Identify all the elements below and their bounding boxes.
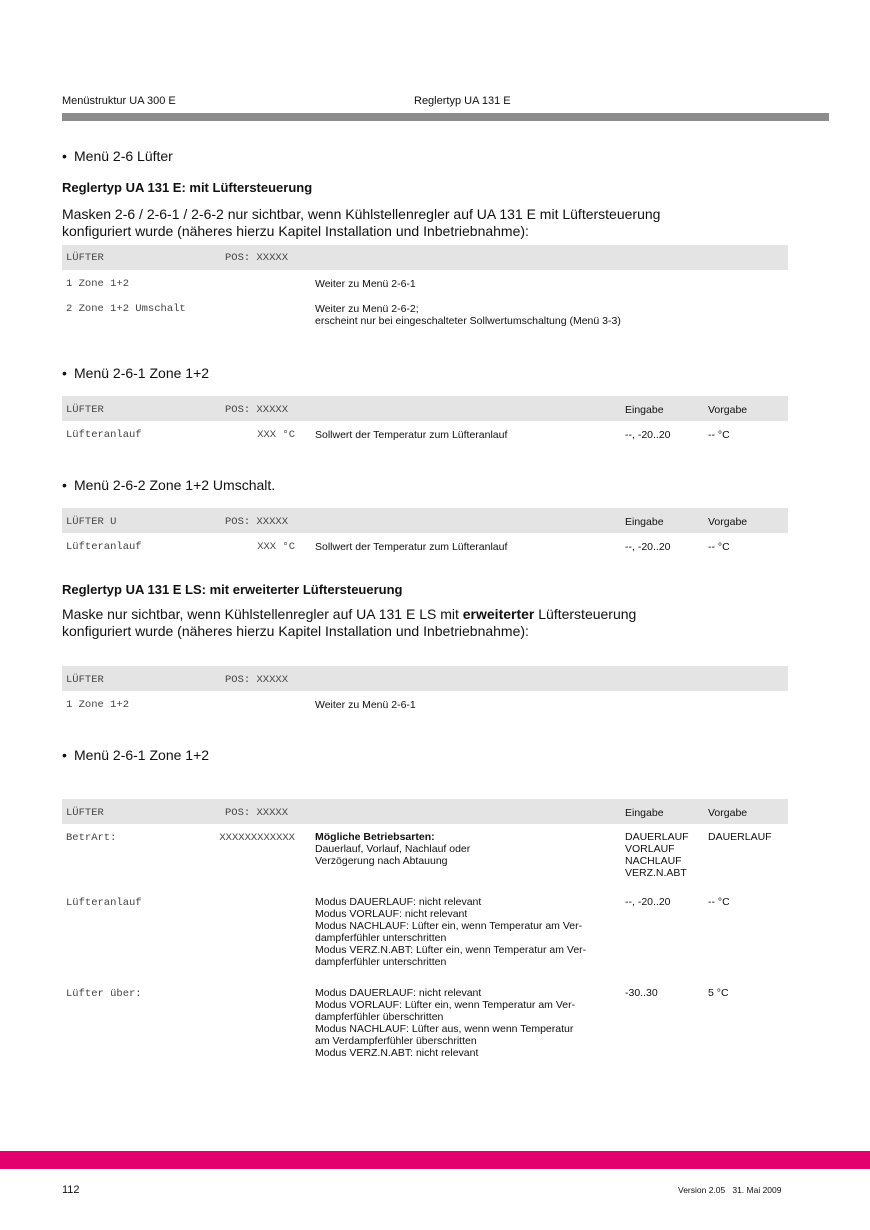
table-row-default: DAUERLAUF (708, 831, 772, 843)
table-row-input (625, 831, 689, 879)
table-row-input: --, -20..20 (625, 541, 671, 553)
footer-accent-bar (0, 1151, 870, 1169)
table-head-input: Eingabe (625, 404, 664, 416)
table-head-title: LÜFTER (66, 252, 104, 264)
table-head-pos: POS: XXXXX (225, 516, 289, 528)
desc-line: Modus NACHLAUF: Lüfter aus, wenn wenn Temperatur (315, 1023, 574, 1035)
intro-paragraph (62, 206, 660, 240)
table-row-desc (315, 987, 575, 1059)
section-bullet: • Menü 2-6-1 Zone 1+2 (62, 365, 210, 381)
table-head-default: Vorgabe (708, 807, 748, 819)
section-bullet: • Menü 2-6-2 Zone 1+2 Umschalt. (62, 477, 276, 493)
table-header (62, 799, 788, 824)
input-option: VORLAUF (625, 843, 675, 855)
paragraph-line: konfiguriert wurde (näheres hierzu Kapitel Installation und Inbetriebnahme): (62, 223, 529, 239)
table-row-value: XXXXXXXXXXXX (219, 832, 295, 844)
table-row-name: 1 Zone 1+2 (66, 699, 130, 711)
table-row-name: 2 Zone 1+2 Umschalt (66, 303, 186, 315)
desc-line: dampferfühler unterschritten (315, 956, 447, 968)
bullet-text: Menü 2-6-1 Zone 1+2 (74, 365, 210, 381)
bullet-text: Menü 2-6-1 Zone 1+2 (74, 747, 210, 763)
table-row-value: XXX °C (257, 541, 295, 553)
table-head-input: Eingabe (625, 807, 664, 819)
section-bullet: • Menü 2-6-1 Zone 1+2 (62, 747, 210, 763)
table-row-input: --, -20..20 (625, 429, 671, 441)
table-row-name: Lüfteranlauf (66, 897, 142, 909)
table-head-title: LÜFTER U (66, 516, 117, 528)
desc-line: Modus VORLAUF: nicht relevant (315, 908, 468, 920)
desc-line: Modus DAUERLAUF: nicht relevant (315, 896, 482, 908)
section-heading: Reglertyp UA 131 E LS: mit erweiterter Lüftersteuerung (62, 582, 403, 597)
table-row-name: Lüfter über: (66, 988, 142, 1000)
table-head-pos: POS: XXXXX (225, 404, 289, 416)
desc-line: am Verdampferfühler überschritten (315, 1035, 477, 1047)
table-row-name: Lüfteranlauf (66, 429, 142, 441)
table-head-pos: POS: XXXXX (225, 807, 289, 819)
section-bullet: • Menü 2-6 Lüfter (62, 148, 173, 164)
header-left: Menüstruktur UA 300 E (62, 95, 176, 107)
table-head-title: LÜFTER (66, 807, 104, 819)
table-row-value: XXX °C (257, 429, 295, 441)
desc-title: Mögliche Betriebsarten: (315, 831, 435, 843)
table-head-pos: POS: XXXXX (225, 674, 289, 686)
table-row-name: Lüfteranlauf (66, 541, 142, 553)
table-row-default: -- °C (708, 429, 730, 441)
section-heading: Reglertyp UA 131 E: mit Lüftersteuerung (62, 180, 313, 195)
table-row-input: -30..30 (625, 987, 658, 999)
table-row-name: BetrArt: (66, 832, 117, 844)
table-row-desc: Weiter zu Menü 2-6-1 (315, 699, 416, 711)
input-option: VERZ.N.ABT (625, 867, 687, 879)
table-row-desc: Weiter zu Menü 2-6-1 (315, 278, 416, 290)
paragraph-line: konfiguriert wurde (näheres hierzu Kapitel Installation und Inbetriebnahme): (62, 623, 529, 639)
paragraph-line (62, 606, 636, 623)
header-bar (62, 113, 829, 121)
version-info: Version 2.05 31. Mai 2009 (678, 1185, 782, 1195)
table-head-pos: POS: XXXXX (225, 252, 289, 264)
bullet-text: Menü 2-6 Lüfter (74, 148, 173, 164)
desc-line: dampferfühler überschritten (315, 1011, 444, 1023)
table-head-default: Vorgabe (708, 516, 748, 528)
paragraph-text: Lüftersteuerung (534, 606, 637, 622)
input-option: NACHLAUF (625, 855, 682, 867)
paragraph-emphasis: erweiterter (462, 606, 535, 622)
table-row-desc: Sollwert der Temperatur zum Lüfteranlauf (315, 541, 508, 553)
table-head-default: Vorgabe (708, 404, 748, 416)
table-row-desc (315, 831, 470, 867)
header-center: Reglertyp UA 131 E (414, 95, 511, 107)
desc-line: Modus VERZ.N.ABT: nicht relevant (315, 1047, 479, 1059)
desc-line: Modus VORLAUF: Lüfter ein, wenn Temperatur am Ver- (315, 999, 576, 1011)
table-row-name: 1 Zone 1+2 (66, 278, 130, 290)
table-row-desc: Sollwert der Temperatur zum Lüfteranlauf (315, 429, 508, 441)
bullet-text: Menü 2-6-2 Zone 1+2 Umschalt. (74, 477, 276, 493)
table-row-default: -- °C (708, 541, 730, 553)
desc-line: Verzögerung nach Abtauung (315, 855, 448, 867)
table-row-desc (315, 896, 586, 968)
paragraph-line: Masken 2-6 / 2-6-1 / 2-6-2 nur sichtbar, wenn Kühlstellenregler auf UA 131 E mit Lüftersteuerung (62, 206, 661, 222)
table-row-desc (315, 303, 621, 327)
desc-line: Weiter zu Menü 2-6-2; (315, 303, 419, 315)
table-row-input: --, -20..20 (625, 896, 671, 908)
table-head-title: LÜFTER (66, 404, 104, 416)
table-header (62, 508, 788, 533)
desc-line: Dauerlauf, Vorlauf, Nachlauf oder (315, 843, 471, 855)
input-option: DAUERLAUF (625, 831, 689, 843)
table-row-default: 5 °C (708, 987, 729, 999)
table-header (62, 245, 788, 270)
paragraph-text: Maske nur sichtbar, wenn Kühlstellenregler auf UA 131 E LS mit (62, 606, 463, 622)
intro-paragraph (62, 606, 636, 640)
table-header (62, 396, 788, 421)
desc-line: dampferfühler unterschritten (315, 932, 447, 944)
desc-line: Modus DAUERLAUF: nicht relevant (315, 987, 482, 999)
table-head-input: Eingabe (625, 516, 664, 528)
table-row-default: -- °C (708, 896, 730, 908)
table-header (62, 666, 788, 691)
table-head-title: LÜFTER (66, 674, 104, 686)
page-number: 112 (62, 1184, 80, 1196)
desc-line: erscheint nur bei eingeschalteter Sollwertumschaltung (Menü 3-3) (315, 315, 621, 327)
desc-line: Modus NACHLAUF: Lüfter ein, wenn Temperatur am Ver- (315, 920, 583, 932)
desc-line: Modus VERZ.N.ABT: Lüfter ein, wenn Temperatur am Ver- (315, 944, 587, 956)
